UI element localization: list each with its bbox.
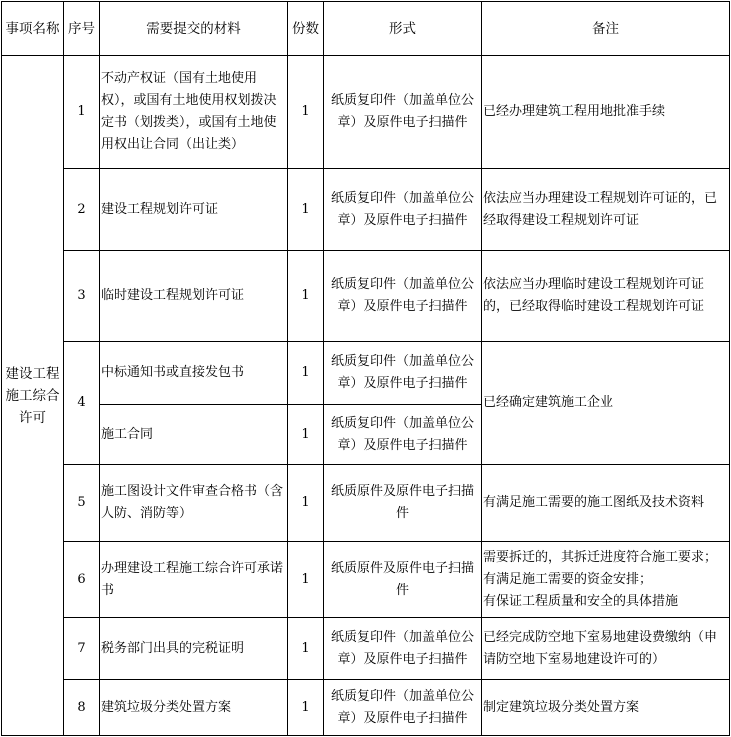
seq-cell: 7 <box>64 618 100 680</box>
note-cell: 有满足施工需要的施工图纸及技术资料 <box>482 465 730 542</box>
seq-cell: 6 <box>64 542 100 618</box>
table-row <box>2 680 730 736</box>
form-cell: 纸质原件及原件电子扫描件 <box>324 542 482 618</box>
header-row <box>2 2 730 56</box>
table-row <box>2 251 730 342</box>
form-cell: 纸质复印件（加盖单位公章）及原件电子扫描件 <box>324 342 482 405</box>
seq-cell: 4 <box>64 342 100 465</box>
copies-cell: 1 <box>288 251 324 342</box>
material-cell: 施工合同 <box>100 405 288 465</box>
header-seq: 序号 <box>64 2 100 56</box>
form-cell: 纸质复印件（加盖单位公章）及原件电子扫描件 <box>324 405 482 465</box>
copies-cell: 1 <box>288 405 324 465</box>
form-cell: 纸质原件及原件电子扫描件 <box>324 465 482 542</box>
form-cell: 纸质复印件（加盖单位公章）及原件电子扫描件 <box>324 56 482 169</box>
note-line: 需要拆迁的，其拆迁进度符合施工要求；有满足施工需要的资金安排； <box>483 549 718 587</box>
table-row <box>2 542 730 618</box>
note-cell: 已经确定建筑施工企业 <box>482 342 730 465</box>
note-cell: 依法应当办理临时建设工程规划许可证的，已经取得临时建设工程规划许可证 <box>482 251 730 342</box>
note-cell: 制定建筑垃圾分类处置方案 <box>482 680 730 736</box>
copies-cell: 1 <box>288 465 324 542</box>
table-row <box>2 618 730 680</box>
header-form: 形式 <box>324 2 482 56</box>
item-name-cell: 建设工程施工综合许可 <box>2 56 64 736</box>
copies-cell: 1 <box>288 680 324 736</box>
seq-cell: 2 <box>64 169 100 251</box>
material-cell: 办理建设工程施工综合许可承诺书 <box>100 542 288 618</box>
copies-cell: 1 <box>288 342 324 405</box>
table-row <box>2 342 730 405</box>
material-cell: 施工图设计文件审查合格书（含人防、消防等） <box>100 465 288 542</box>
header-item-name: 事项名称 <box>2 2 64 56</box>
table-row <box>2 169 730 251</box>
material-cell: 不动产权证（国有土地使用权），或国有土地使用权划拨决定书（划拨类），或国有土地使用权出让合同（出让类） <box>100 56 288 169</box>
copies-cell: 1 <box>288 169 324 251</box>
copies-cell: 1 <box>288 56 324 169</box>
material-cell: 临时建设工程规划许可证 <box>100 251 288 342</box>
seq-cell: 1 <box>64 56 100 169</box>
table-row <box>2 56 730 169</box>
form-cell: 纸质复印件（加盖单位公章）及原件电子扫描件 <box>324 618 482 680</box>
header-copies: 份数 <box>288 2 324 56</box>
form-cell: 纸质复印件（加盖单位公章）及原件电子扫描件 <box>324 251 482 342</box>
form-cell: 纸质复印件（加盖单位公章）及原件电子扫描件 <box>324 169 482 251</box>
copies-cell: 1 <box>288 618 324 680</box>
header-note: 备注 <box>482 2 730 56</box>
seq-cell: 3 <box>64 251 100 342</box>
form-cell: 纸质复印件（加盖单位公章）及原件电子扫描件 <box>324 680 482 736</box>
material-cell: 建设工程规划许可证 <box>100 169 288 251</box>
material-cell: 税务部门出具的完税证明 <box>100 618 288 680</box>
note-line: 有保证工程质量和安全的具体措施 <box>483 593 679 609</box>
seq-cell: 8 <box>64 680 100 736</box>
note-cell <box>482 542 730 618</box>
note-cell: 已经办理建筑工程用地批准手续 <box>482 56 730 169</box>
material-cell: 中标通知书或直接发包书 <box>100 342 288 405</box>
header-materials: 需要提交的材料 <box>100 2 288 56</box>
note-cell: 已经完成防空地下室易地建设费缴纳（申请防空地下室易地建设许可的） <box>482 618 730 680</box>
table-row <box>2 465 730 542</box>
copies-cell: 1 <box>288 542 324 618</box>
material-cell: 建筑垃圾分类处置方案 <box>100 680 288 736</box>
seq-cell: 5 <box>64 465 100 542</box>
note-cell: 依法应当办理建设工程规划许可证的，已经取得建设工程规划许可证 <box>482 169 730 251</box>
materials-table <box>1 1 730 736</box>
